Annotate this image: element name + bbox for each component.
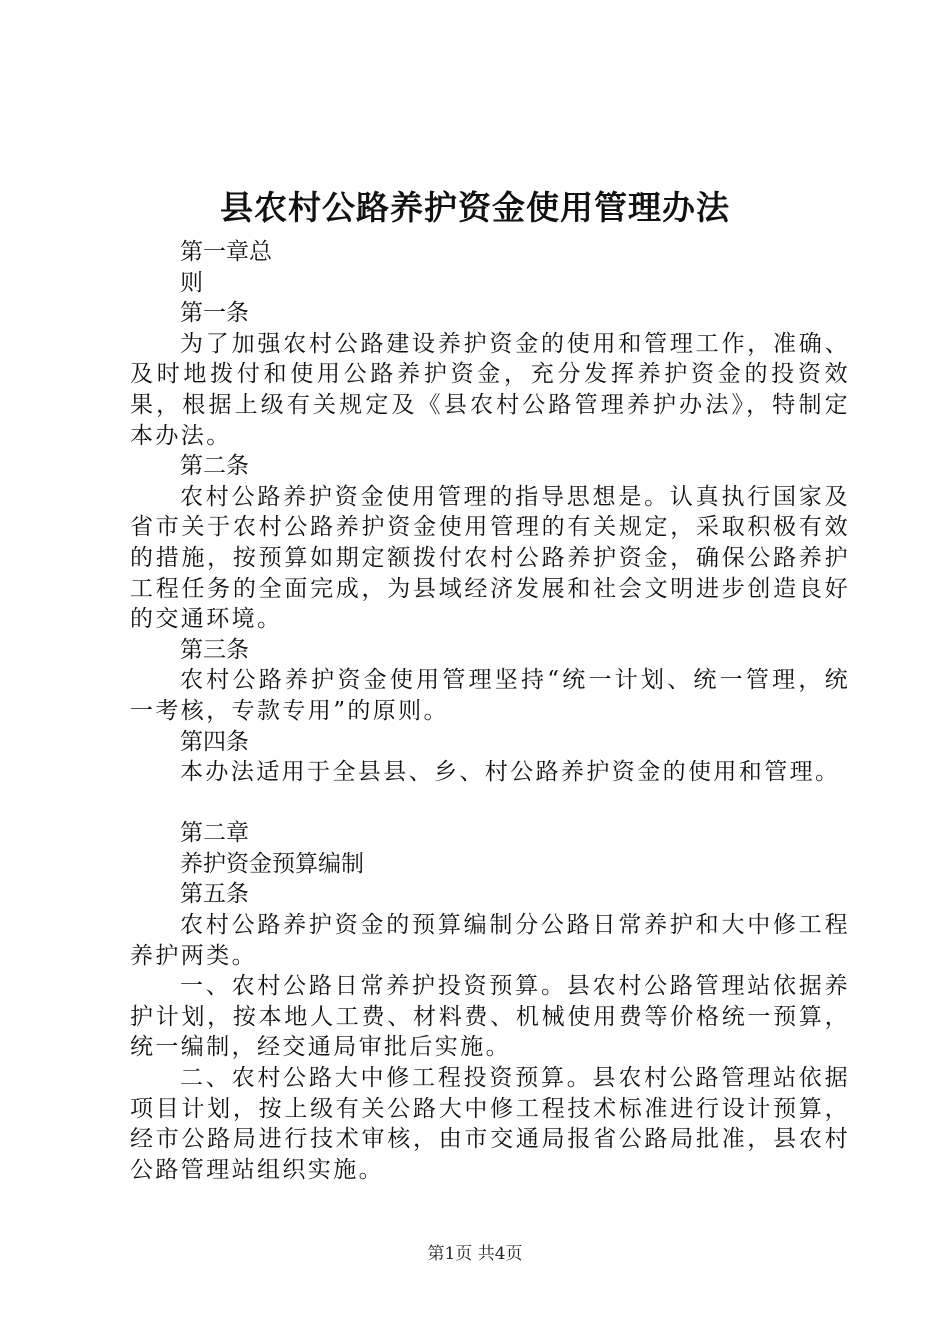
page-number-footer: 第1页 共4页 (427, 1244, 523, 1264)
article1-label: 第一条 (180, 300, 249, 327)
article3-text: 农村公路养护资金使用管理坚持“统一计划、统一管理，统一考核，专款专用”的原则。 (130, 667, 850, 724)
chapter2-heading-part1: 第二章 (180, 820, 249, 847)
chapter1-heading-part1: 第一章总 (180, 239, 272, 265)
chapter2-heading-part2: 养护资金预算编制 (180, 850, 364, 877)
article4-text: 本办法适用于全县县、乡、村公路养护资金的使用和管理。 (180, 759, 841, 786)
article1-text: 为了加强农村公路建设养护资金的使用和管理工作，准确、及时地拨付和使用公路养护资金，充分发挥养护资金的投资效果，根据上级有关规定及《县农村公路管理养护办法》，特制定本办法。 (130, 330, 850, 449)
article2-text: 农村公路养护资金使用管理的指导思想是。认真执行国家及省市关于农村公路养护资金使用管理的有关规定，采取积极有效的措施，按预算如期定额拨付农村公路养护资金，确保公路养护工程任务的全面完成，为县域经济发展和社会文明进步创造良好的交通环境。 (130, 483, 850, 633)
article2-label: 第二条 (180, 453, 249, 480)
chapter1-heading-part2: 则 (180, 269, 203, 296)
document-title: 县农村公路养护资金使用管理办法 (220, 188, 730, 227)
article5-text: 农村公路养护资金的预算编制分公路日常养护和大中修工程养护两类。 (130, 912, 850, 969)
article5-label: 第五条 (180, 881, 249, 908)
article3-label: 第三条 (180, 636, 249, 663)
article4-label: 第四条 (180, 728, 249, 755)
document-body (130, 237, 850, 1185)
article5-item1: 一、农村公路日常养护投资预算。县农村公路管理站依据养护计划，按本地人工费、材料费、机械使用费等价格统一预算，统一编制，经交通局审批后实施。 (130, 973, 850, 1061)
section-spacer (130, 788, 850, 819)
article5-item2: 二、农村公路大中修工程投资预算。县农村公路管理站依据项目计划，按上级有关公路大中修工程技术标准进行设计预算，经市公路局进行技术审核，由市交通局报省公路局批准，县农村公路管理站组织实施。 (130, 1065, 850, 1183)
